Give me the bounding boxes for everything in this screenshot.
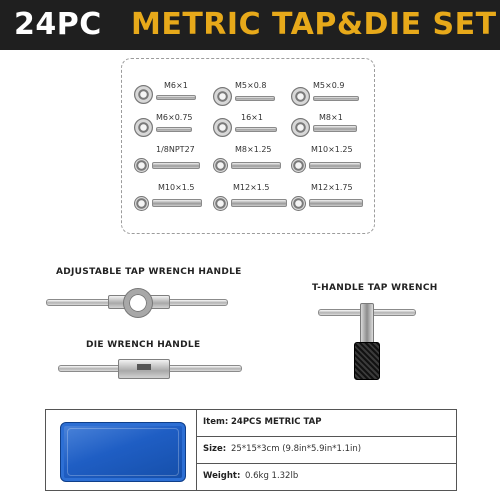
die-icon xyxy=(213,118,232,137)
part-label: M8×1.25 xyxy=(235,145,272,154)
tap-icon xyxy=(231,162,281,169)
die-icon xyxy=(213,158,228,173)
tap-icon xyxy=(156,95,196,100)
die-icon xyxy=(291,87,310,106)
part-label: M6×1 xyxy=(164,81,188,90)
die-icon xyxy=(134,158,149,173)
case-image-cell xyxy=(46,410,197,490)
t-handle-label: T-HANDLE TAP WRENCH xyxy=(312,283,438,293)
die-icon xyxy=(291,196,306,211)
spec-weight-value: 0.6kg 1.32lb xyxy=(245,471,299,481)
spec-table xyxy=(45,409,457,491)
tap-icon xyxy=(156,127,192,132)
spec-row-weight xyxy=(197,464,456,490)
spec-item-value: 24PCS METRIC TAP xyxy=(231,417,322,427)
tap-icon xyxy=(231,199,287,207)
tap-icon xyxy=(152,199,202,207)
part-label: M12×1.5 xyxy=(233,183,270,192)
spec-row-size xyxy=(197,437,456,464)
banner-title: METRIC TAP&DIE SET xyxy=(131,7,497,42)
part-label: M5×0.8 xyxy=(235,81,267,90)
tap-icon xyxy=(235,96,275,101)
banner-prefix: 24PC xyxy=(14,7,102,42)
tap-icon xyxy=(313,96,359,101)
spec-row-item xyxy=(197,410,456,437)
part-label: M10×1.25 xyxy=(311,145,353,154)
spec-size-key: Size: xyxy=(203,444,227,454)
die-icon xyxy=(134,85,153,104)
adjustable-wrench-label: ADJUSTABLE TAP WRENCH HANDLE xyxy=(56,267,242,277)
spec-size-value: 25*15*3cm (9.8in*5.9in*1.1in) xyxy=(231,444,362,454)
die-icon xyxy=(134,118,153,137)
storage-case-icon xyxy=(60,422,186,482)
part-item xyxy=(211,145,295,185)
spec-item-key: Item: xyxy=(203,417,229,427)
part-label: 16×1 xyxy=(241,113,263,122)
part-label: M8×1 xyxy=(319,113,343,122)
part-item xyxy=(211,183,295,223)
part-label: M5×0.9 xyxy=(313,81,345,90)
die-icon xyxy=(213,87,232,106)
tap-icon xyxy=(309,162,361,169)
tap-icon xyxy=(235,127,277,132)
die-icon xyxy=(213,196,228,211)
tap-icon xyxy=(152,162,200,169)
part-label: M10×1.5 xyxy=(158,183,195,192)
part-label: M12×1.75 xyxy=(311,183,353,192)
die-icon xyxy=(291,158,306,173)
part-item xyxy=(132,145,216,185)
part-item xyxy=(289,145,373,185)
part-label: M6×0.75 xyxy=(156,113,193,122)
tap-icon xyxy=(309,199,363,207)
title-banner xyxy=(0,0,500,50)
spec-weight-key: Weight: xyxy=(203,471,241,481)
part-label: 1/8NPT27 xyxy=(156,145,195,154)
die-icon xyxy=(291,118,310,137)
part-item xyxy=(289,183,373,223)
die-wrench-label: DIE WRENCH HANDLE xyxy=(86,340,201,350)
tap-icon xyxy=(313,125,357,132)
parts-panel xyxy=(121,58,375,234)
part-item xyxy=(132,183,216,223)
die-icon xyxy=(134,196,149,211)
